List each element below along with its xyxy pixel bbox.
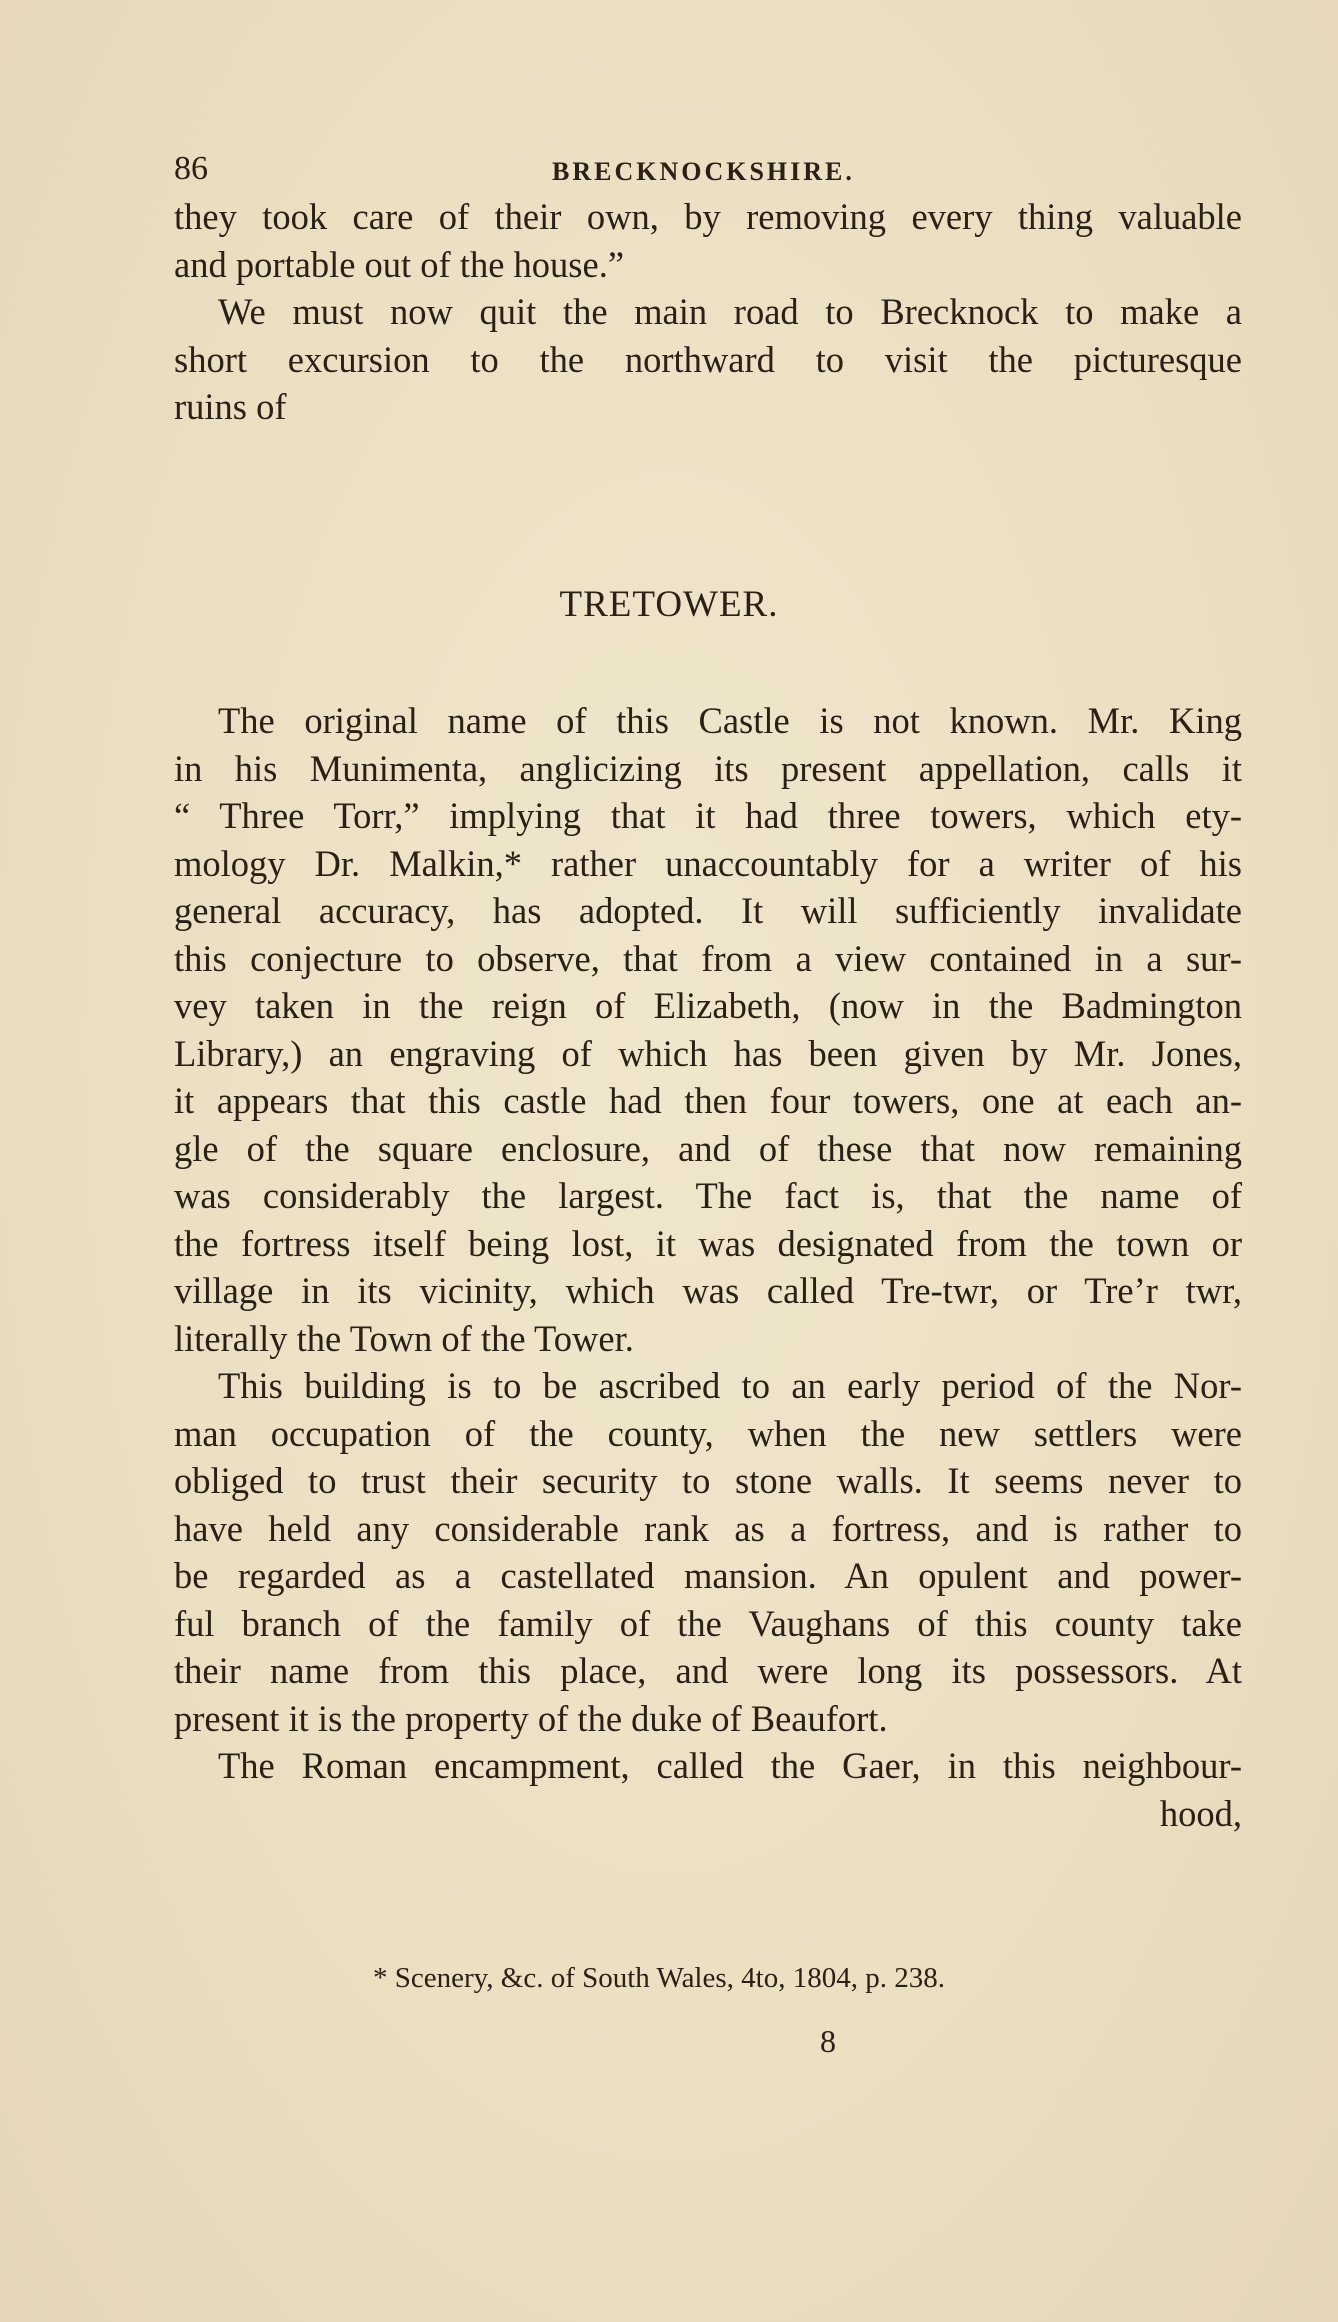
- paragraph-block-intro: [174, 193, 1242, 431]
- text-line: vey taken in the reign of Elizabeth, (now in the Badmington: [174, 985, 1242, 1026]
- text-line: short excursion to the northward to visit the picturesque: [174, 338, 1242, 380]
- catchword: hood,: [1159, 1792, 1242, 1834]
- text-line: The original name of this Castle is not known. Mr. King: [218, 700, 1242, 741]
- text-line: their name from this place, and were long its possessors. At: [174, 1650, 1242, 1691]
- page-header: [174, 150, 1224, 190]
- text-line: Library,) an engraving of which has been given by Mr. Jones,: [174, 1032, 1242, 1074]
- running-head: BRECKNOCKSHIRE.: [552, 157, 855, 186]
- paragraph-block-tretower: [174, 697, 1242, 1837]
- signature-mark: 8: [820, 2023, 836, 2059]
- text-line: mology Dr. Malkin,* rather unaccountably for a writer of his: [174, 842, 1242, 884]
- text-line: present it is the property of the duke of Beaufort.: [174, 1697, 888, 1739]
- text-line: this conjecture to observe, that from a view contained in a sur-: [174, 937, 1242, 979]
- text-line: ruins of: [174, 386, 287, 427]
- text-line: in his Munimenta, anglicizing its present appellation, calls it: [174, 747, 1242, 789]
- text-line: The Roman encampment, called the Gaer, in this neighbour-: [218, 1745, 1242, 1786]
- text-line: We must now quit the main road to Brecknock to make a: [218, 291, 1242, 332]
- text-line: the fortress itself being lost, it was designated from the town or: [174, 1222, 1242, 1264]
- text-line: general accuracy, has adopted. It will sufficiently invalidate: [174, 890, 1242, 931]
- text-line: have held any considerable rank as a fortress, and is rather to: [174, 1507, 1242, 1549]
- text-line: and portable out of the house.”: [174, 243, 625, 285]
- text-line: gle of the square enclosure, and of these that now remaining: [174, 1127, 1242, 1169]
- text-line: “ Three Torr,” implying that it had three towers, which ety-: [174, 795, 1242, 836]
- text-line: was considerably the largest. The fact is, that the name of: [174, 1175, 1242, 1216]
- text-line: it appears that this castle had then four towers, one at each an-: [174, 1080, 1242, 1121]
- text-line: be regarded as a castellated mansion. An opulent and power-: [174, 1555, 1242, 1596]
- text-line: man occupation of the county, when the new settlers were: [174, 1412, 1242, 1454]
- text-line: they took care of their own, by removing every thing valuable: [174, 196, 1242, 237]
- footnote: * Scenery, &c. of South Wales, 4to, 1804, p. 238.: [373, 1962, 945, 1994]
- text-line: This building is to be ascribed to an early period of the Nor-: [218, 1365, 1242, 1406]
- text-line: literally the Town of the Tower.: [174, 1317, 634, 1359]
- section-heading: TRETOWER.: [559, 584, 779, 625]
- page-number: 86: [174, 150, 208, 187]
- text-line: obliged to trust their security to stone walls. It seems never to: [174, 1460, 1242, 1501]
- text-line: ful branch of the family of the Vaughans of this county take: [174, 1602, 1242, 1644]
- text-line: village in its vicinity, which was called Tre-twr, or Tre’r twr,: [174, 1270, 1242, 1311]
